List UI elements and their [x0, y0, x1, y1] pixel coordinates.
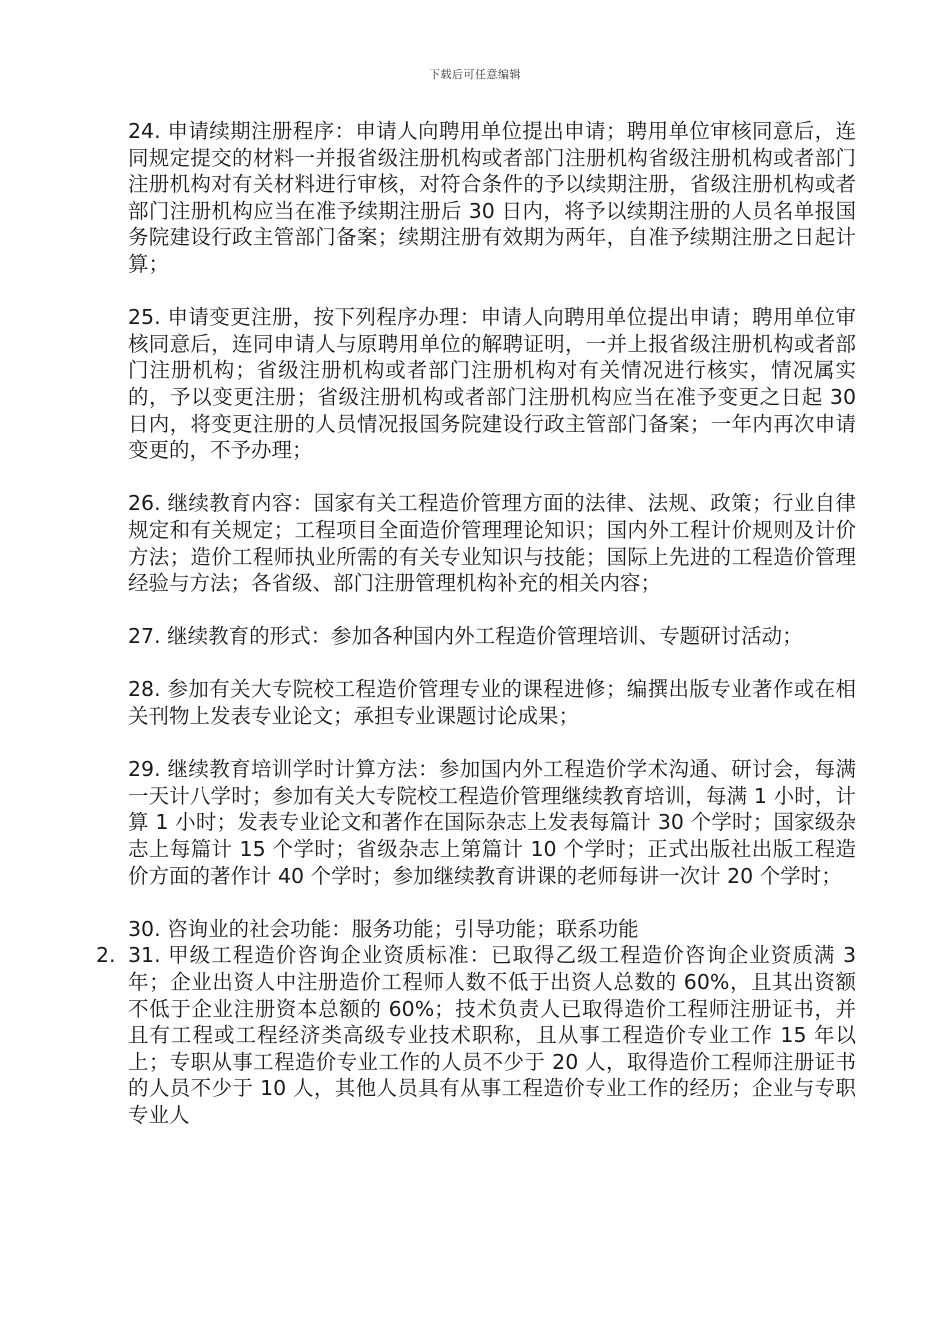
page-header: 下载后可任意编辑 [429, 68, 521, 81]
paragraph-27: 27. 继续教育的形式：参加各种国内外工程造价管理培训、专题研讨活动； [128, 624, 803, 649]
document-body [96, 118, 856, 1129]
paragraph-29: 29. 继续教育培训学时计算方法：参加国内外工程造价学术沟通、研讨会，每满一天计八学时；参加有关大专院校工程造价管理继续教育培训，每满 1 小时，计算 1 小时；发表专业论文和著作在国际杂志上发表每篇计 30 个学时；国家级杂志上每篇计 15 个学时；省级杂志上第篇计 10 个学时；正式出版社出版工程造价方面的著作计 40 个学时；参加继续教育讲课的老师每讲一次计 20 个学时； [128, 757, 856, 888]
list-item-31 [96, 942, 856, 1128]
paragraph-25: 25. 申请变更注册，按下列程序办理：申请人向聘用单位提出申请；聘用单位审核同意后，连同申请人与原聘用单位的解聘证明，一并上报省级注册机构或者部门注册机构；省级注册机构或者部门注册机构对有关情况进行核实，情况属实的，予以变更注册；省级注册机构或者部门注册机构应当在准予变更之日起 30 日内，将变更注册的人员情况报国务院建设行政主管部门备案；一年内再次申请变更的，不予办理； [128, 305, 856, 463]
paragraph-31: 31. 甲级工程造价咨询企业资质标准：已取得乙级工程造价咨询企业资质满 3 年；企业出资人中注册造价工程师人数不低于出资人总数的 60%，且其出资额不低于企业注册资本总额的 60%；技术负责人已取得造价工程师注册证书，并且有工程或工程经济类高级专业技术职称，且从事工程造价专业工作 15 年以上；专职从事工程造价专业工作的人员不少于 20 人，取得造价工程师注册证书的人员不少于 10 人，其他人员具有从事工程造价专业工作的经历；企业与专职专业人 [128, 943, 856, 1127]
paragraph-26: 26. 继续教育内容：国家有关工程造价管理方面的法律、法规、政策；行业自律规定和有关规定；工程项目全面造价管理理论知识；国内外工程计价规则及计价方法；造价工程师执业所需的有关专业知识与技能；国际上先进的工程造价管理经验与方法；各省级、部门注册管理机构补充的相关内容； [128, 491, 856, 596]
list-marker: 2. [96, 943, 116, 968]
paragraph-30: 30. 咨询业的社会功能：服务功能；引导功能；联系功能 [128, 916, 639, 941]
paragraph-24: 24. 申请续期注册程序：申请人向聘用单位提出申请；聘用单位审核同意后，连同规定提交的材料一并报省级注册机构或者部门注册机构省级注册机构或者部门注册机构对有关材料进行审核，对符合条件的予以续期注册，省级注册机构或者部门注册机构应当在准予续期注册后 30 日内，将予以续期注册的人员名单报国务院建设行政主管部门备案；续期注册有效期为两年，自准予续期注册之日起计算； [128, 119, 856, 276]
paragraph-28: 28. 参加有关大专院校工程造价管理专业的课程进修；编撰出版专业著作或在相关刊物上发表专业论文；承担专业课题讨论成果； [128, 677, 856, 729]
